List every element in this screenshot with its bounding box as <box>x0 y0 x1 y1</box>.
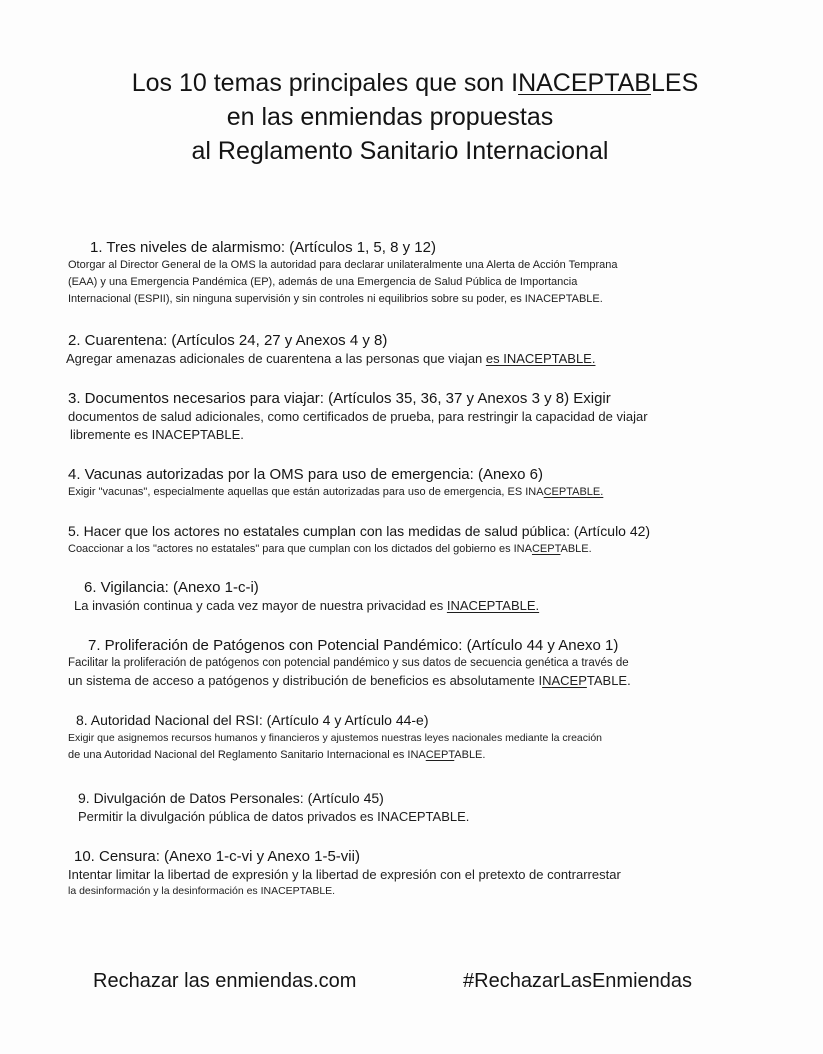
item-3-body-line-1: documentos de salud adicionales, como certificados de prueba, para restringir la capacidad de viajar <box>68 409 648 424</box>
item-8-body-line-2 <box>0 747 790 764</box>
item-6 <box>0 578 790 615</box>
item-10 <box>0 847 790 900</box>
item-8-body-underlined: CEPT <box>425 749 455 761</box>
item-1-body-line-2: (EAA) y una Emergencia Pandémica (EP), además de una Emergencia de Salud Pública de Importancia <box>68 276 578 288</box>
item-8-heading: 8. Autoridad Nacional del RSI: (Artículo 4 y Artículo 44-e) <box>76 712 429 728</box>
item-10-body-line-1: Intentar limitar la libertad de expresión y la libertad de expresión con el pretexto de contrarrestar <box>68 867 621 882</box>
item-3-body-line-2: libremente es INACEPTABLE. <box>70 427 244 442</box>
document-title <box>0 66 760 168</box>
item-7-heading: 7. Proliferación de Patógenos con Potencial Pandémico: (Artículo 44 y Anexo 1) <box>88 637 619 654</box>
item-8-body-line-1: Exigir que asignemos recursos humanos y financieros y ajustemos nuestras leyes nacionales mediante la creación <box>68 732 603 744</box>
item-8-body-text: de una Autoridad Nacional del Reglamento Sanitario Internacional es INA <box>68 749 426 761</box>
item-9 <box>0 789 790 826</box>
item-1-body-line-1: Otorgar al Director General de la OMS la autoridad para declarar unilateralmente una Alerta de Acción Temprana <box>68 259 618 271</box>
item-6-body-text: La invasión continua y cada vez mayor de nuestra privacidad es <box>74 598 447 613</box>
item-4-body <box>0 484 790 501</box>
title-line-1-end: LES <box>650 69 699 97</box>
item-6-body-underlined: INACEPTABLE. <box>446 598 540 613</box>
item-7-body-line-1: Facilitar la proliferación de patógenos con potencial pandémico y sus datos de secuencia genética a través de <box>68 657 629 669</box>
item-9-heading: 9. Divulgación de Datos Personales: (Artículo 45) <box>78 790 384 806</box>
item-2-body-text: Agregar amenazas adicionales de cuarentena a las personas que viajan <box>66 351 486 366</box>
footer-website: Rechazar las enmiendas.com <box>93 970 357 992</box>
item-7-body-underlined: NACEP <box>542 673 587 688</box>
item-5-body-underlined: CEPT <box>531 543 561 555</box>
item-5-heading: 5. Hacer que los actores no estatales cumplan con las medidas de salud pública: (Artículo 42) <box>68 523 651 539</box>
item-1-heading: 1. Tres niveles de alarmismo: (Artículos 1, 5, 8 y 12) <box>90 239 436 256</box>
item-3-heading: 3. Documentos necesarios para viajar: (Artículos 35, 36, 37 y Anexos 3 y 8) Exigir <box>68 390 611 407</box>
item-5 <box>0 522 790 558</box>
item-10-body-line-2: la desinformación y la desinformación es INACEPTABLE. <box>68 885 336 897</box>
item-2-heading: 2. Cuarentena: (Artículos 24, 27 y Anexos 4 y 8) <box>68 332 388 349</box>
item-2-body-underlined: es INACEPTABLE. <box>485 351 596 366</box>
item-7-body-end: TABLE. <box>586 673 631 688</box>
footer-hashtag: #RechazarLasEnmiendas <box>463 970 693 992</box>
item-7-body-text: un sistema de acceso a patógenos y distribución de beneficios es absolutamente I <box>68 673 543 688</box>
title-line-3: al Reglamento Sanitario Internacional <box>191 137 609 165</box>
title-line-2: en las enmiendas propuestas <box>226 103 554 131</box>
item-4-body-underlined: CEPTABLE. <box>543 486 604 498</box>
item-4 <box>0 465 790 501</box>
item-6-heading: 6. Vigilancia: (Anexo 1-c-i) <box>84 579 259 596</box>
item-4-heading: 4. Vacunas autorizadas por la OMS para uso de emergencia: (Anexo 6) <box>68 466 543 483</box>
item-5-body-text: Coaccionar a los "actores no estatales" para que cumplan con los dictados del gobierno es INA <box>68 543 532 555</box>
item-5-body-end: ABLE. <box>560 543 592 555</box>
item-8-body-end: ABLE. <box>454 749 486 761</box>
item-7-body-line-2 <box>0 672 790 690</box>
item-7 <box>0 636 790 690</box>
title-line-1-underlined: NACEPTAB <box>518 69 651 97</box>
item-8 <box>0 711 790 764</box>
item-2 <box>0 331 790 368</box>
item-1 <box>0 238 790 308</box>
item-2-body <box>0 350 790 368</box>
item-5-body <box>0 541 790 558</box>
item-6-body <box>0 597 790 615</box>
item-1-body-line-3: Internacional (ESPII), sin ninguna supervisión y sin controles ni equilibrios sobre su poder, es INACEPTABLE. <box>68 293 603 305</box>
item-4-body-text: Exigir "vacunas", especialmente aquellas que están autorizadas para uso de emergencia, ES INA <box>68 486 544 498</box>
title-line-1-text: Los 10 temas principales que son I <box>131 69 519 97</box>
title-line-1 <box>0 66 760 100</box>
item-3 <box>0 389 790 444</box>
item-9-body: Permitir la divulgación pública de datos privados es INACEPTABLE. <box>78 809 470 824</box>
item-10-heading: 10. Censura: (Anexo 1-c-vi y Anexo 1-5-vii) <box>74 848 360 865</box>
